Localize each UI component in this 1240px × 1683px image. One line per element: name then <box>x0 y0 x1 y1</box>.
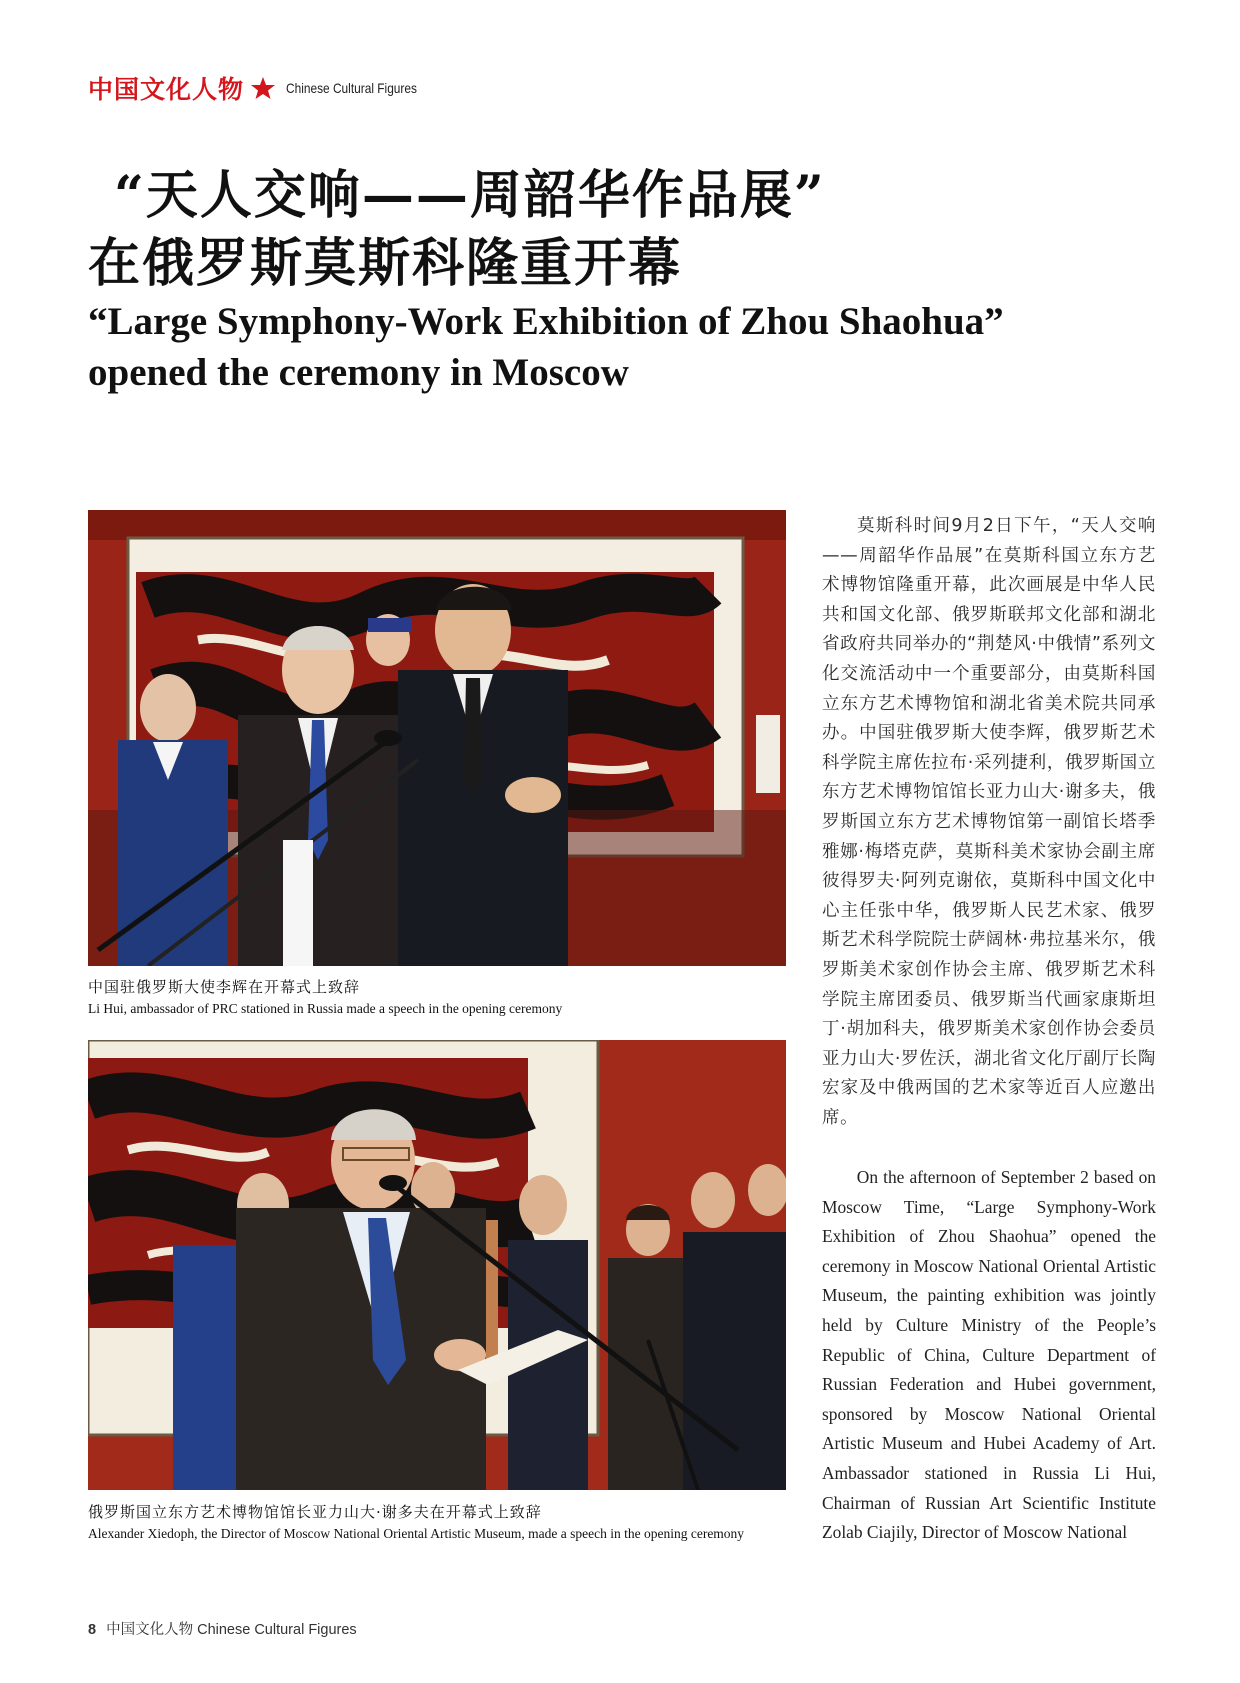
title-en-line1: “Large Symphony-Work Exhibition of Zhou Shaohua” <box>88 300 1004 343</box>
page-footer <box>88 1618 357 1639</box>
title-cn-line2: 在俄罗斯莫斯科隆重开幕 <box>88 233 683 294</box>
caption-cn: 中国驻俄罗斯大使李辉在开幕式上致辞 <box>88 978 361 996</box>
caption-cn: 俄罗斯国立东方艺术博物馆馆长亚力山大·谢多夫在开幕式上致辞 <box>88 1503 542 1521</box>
photo-director-speech <box>88 1040 786 1490</box>
footer-text: 中国文化人物 Chinese Cultural Figures <box>106 1622 357 1638</box>
article-title-en <box>88 296 1004 398</box>
magazine-name-en: Chinese Cultural Figures <box>286 80 417 96</box>
photo-caption-1 <box>88 976 808 1017</box>
caption-en: Li Hui, ambassador of PRC stationed in Russia made a speech in the opening ceremony <box>88 1001 563 1016</box>
magazine-name-cn: 中国文化人物 <box>88 75 245 104</box>
photo-ambassador-speech <box>88 510 786 966</box>
caption-en: Alexander Xiedoph, the Director of Moscow National Oriental Artistic Museum, made a speech in the opening ceremony <box>88 1526 745 1541</box>
page-number: 8 <box>88 1622 97 1638</box>
article-body-en: On the afternoon of September 2 based on Moscow Time, “Large Symphony-Work Exhibition of Zhou Shaohua” opened the ceremony in Moscow National Oriental Artistic Museum, the painting exhibition was jointly held by Culture Ministry of the People’s Republic of China, Culture Department of Russian Federation and Hubei government, sponsored by Moscow National Oriental Artistic Museum and Hubei Academy of Art. Ambassador stationed in Russia Li Hui, Chairman of Russian Art Scientific Institute Zolab Ciajily, Director of Moscow National <box>822 1167 1156 1543</box>
title-en-line2: opened the ceremony in Moscow <box>88 351 629 394</box>
magazine-header <box>88 70 440 106</box>
title-cn-line1: “天人交响——周韶华作品展” <box>114 165 826 226</box>
photo-caption-2 <box>88 1501 808 1542</box>
article-title-cn <box>88 162 826 298</box>
article-body-cn: 莫斯科时间9月2日下午，“天人交响——周韶华作品展”在莫斯科国立东方艺术博物馆隆重开幕，此次画展是中华人民共和国文化部、俄罗斯联邦文化部和湖北省政府共同举办的“荆楚风·中俄情”系列文化交流活动中一个重要部分，由莫斯科国立东方艺术博物馆和湖北省美术院共同承办。中国驻俄罗斯大使李辉，俄罗斯艺术科学院主席佐拉布·采列捷利，俄罗斯国立东方艺术博物馆馆长亚力山大·谢多夫，俄罗斯国立东方艺术博物馆第一副馆长塔季雅娜·梅塔克萨，莫斯科美术家协会副主席彼得罗夫·阿列克谢依，莫斯科中国文化中心主任张中华，俄罗斯人民艺术家、俄罗斯艺术科学院院士萨阔林·弗拉基米尔，俄罗斯美术家创作协会主席、俄罗斯艺术科学院主席团委员、俄罗斯当代画家康斯坦丁·胡加科夫，俄罗斯美术家创作协会委员亚力山大·罗佐沃，湖北省文化厅副厅长陶宏家及中俄两国的艺术家等近百人应邀出席。 <box>822 516 1156 1128</box>
star-icon <box>250 76 276 100</box>
